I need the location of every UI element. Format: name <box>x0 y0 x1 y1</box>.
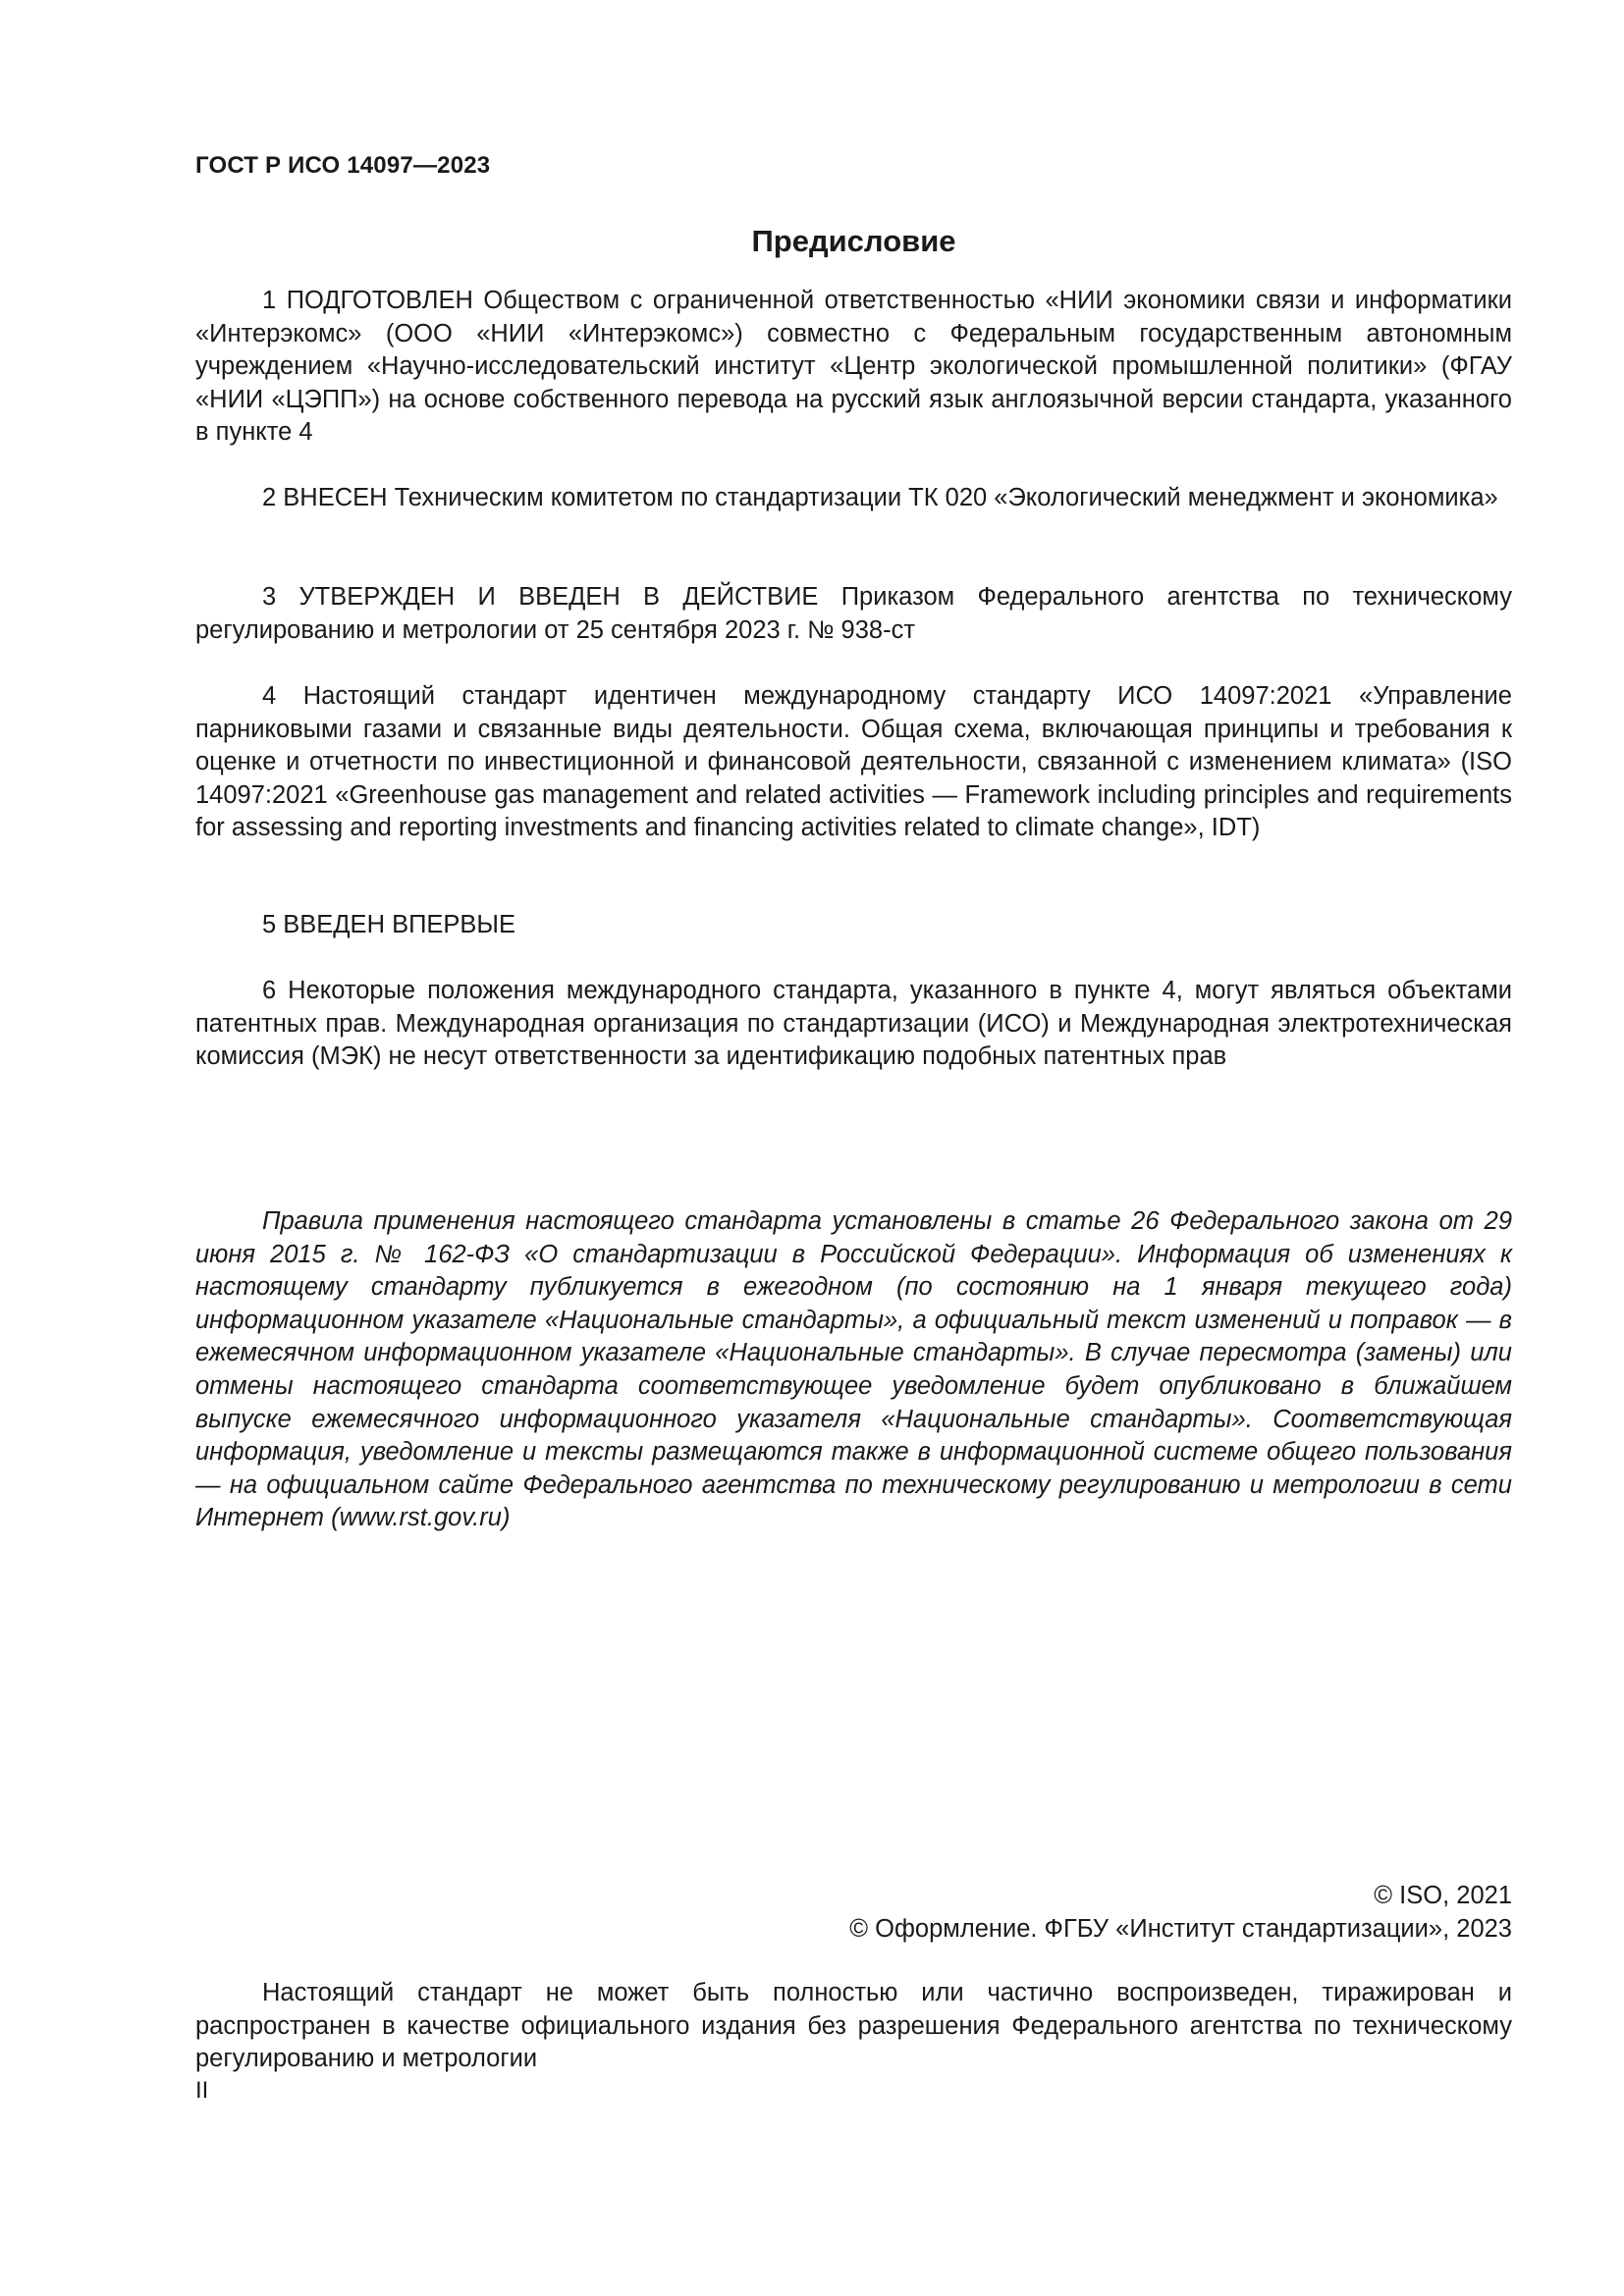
paragraph-prepared-by: 1 ПОДГОТОВЛЕН Обществом с ограниченной ответственностью «НИИ экономики связи и информатики «Интерэкомс» (ООО «НИИ «Интерэкомс») совместно с Федеральным государственным автономным учреждением «Научно-исследовательский институт «Центр экологической промышленной политики» (ФГАУ «НИИ «ЦЭПП») на основе собственного перевода на русский язык англоязычной версии стандарта, указанного в пункте 4 <box>195 287 1512 447</box>
paragraph-identical-standard: 4 Настоящий стандарт идентичен международному стандарту ИСО 14097:2021 «Управление парниковыми газами и связанные виды деятельности. Общая схема, включающая принципы и требования к оценке и отчетности по инвестиционной и финансовой деятельности, связанной с изменением климата» (ISO 14097:2021 «Greenhouse gas management and related activities — Framework including principles and requirements for assessing and reporting investments and financing activities related to climate change», IDT) <box>195 682 1512 842</box>
document-code: ГОСТ Р ИСО 14097—2023 <box>195 152 491 179</box>
paragraph-approved: 3 УТВЕРЖДЕН И ВВЕДЕН В ДЕЙСТВИЕ Приказом Федерального агентства по техническому регулированию и метрологии от 25 сентября 2023 г. № 938-ст <box>195 583 1512 644</box>
page-title: Предисловие <box>751 224 956 258</box>
copyright-iso: © ISO, 2021 <box>1374 1882 1512 1909</box>
paragraph-first-introduced: 5 ВВЕДЕН ВПЕРВЫЕ <box>262 911 516 938</box>
copyright-design: © Оформление. ФГБУ «Институт стандартизации», 2023 <box>849 1915 1512 1943</box>
reproduction-notice: Настоящий стандарт не может быть полностью или частично воспроизведен, тиражирован и распространен в качестве официального издания без разрешения Федерального агентства по техническому регулированию и метрологии <box>195 1979 1512 2073</box>
page-number: II <box>195 2077 209 2104</box>
paragraph-submitted-by: 2 ВНЕСЕН Техническим комитетом по стандартизации ТК 020 «Экологический менеджмент и экономика» <box>262 484 1498 511</box>
paragraph-patent-rights: 6 Некоторые положения международного стандарта, указанного в пункте 4, могут являться объектами патентных прав. Международная организация по стандартизации (ИСО) и Международная электротехническая комиссия (МЭК) не несут ответственности за идентификацию подобных патентных прав <box>195 977 1512 1071</box>
rules-notice: Правила применения настоящего стандарта установлены в статье 26 Федерального закона от 29 июня 2015 г. № 162-ФЗ «О стандартизации в Российской Федерации». Информация об изменениях к настоящему стандарту публикуется в ежегодном (по состоянию на 1 января текущего года) информационном указателе «Национальные стандарты», а официальный текст изменений и поправок — в ежемесячном информационном указателе «Национальные стандарты». В случае пересмотра (замены) или отмены настоящего стандарта соответствующее уведомление будет опубликовано в ближайшем выпуске ежемесячного информационного указателя «Национальные стандарты». Соответствующая информация, уведомление и тексты размещаются также в информационной системе общего пользования — на официальном сайте Федерального агентства по техническому регулированию и метрологии в сети Интернет (www.rst.gov.ru) <box>195 1207 1512 1532</box>
document-page <box>195 0 1512 2296</box>
